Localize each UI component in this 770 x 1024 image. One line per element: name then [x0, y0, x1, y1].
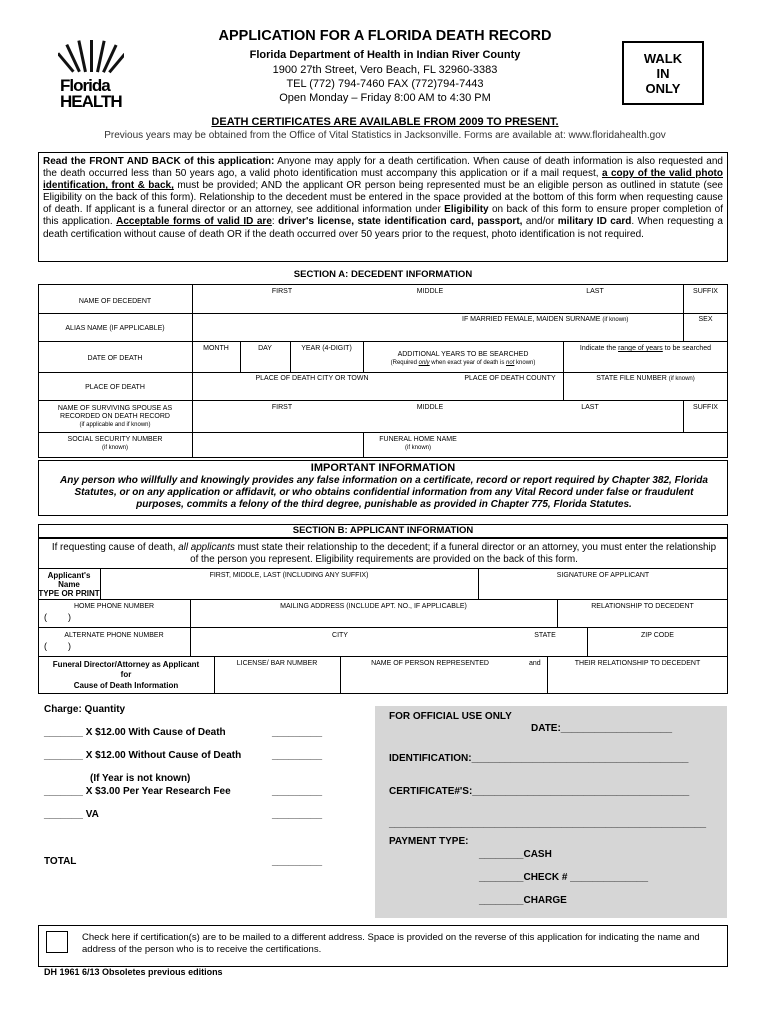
- req-a: (Required: [390, 360, 419, 366]
- home-phone-paren-close: ): [68, 612, 71, 622]
- charge-header: Charge: Quantity: [44, 704, 126, 715]
- applicant-name-fields-label: FIRST, MIDDLE, LAST (INCLUDING ANY SUFFIX): [209, 572, 369, 579]
- decedent-first-label: FIRST: [271, 288, 293, 295]
- acceptable-id-colon: :: [271, 216, 275, 228]
- applicant-name-field[interactable]: [102, 582, 476, 597]
- official-use-box: [375, 706, 727, 918]
- range-u: range of years: [618, 345, 663, 352]
- intro-a: If requesting cause of death,: [51, 542, 179, 553]
- alias-name-field[interactable]: [194, 325, 681, 339]
- intro-all-applicants: all applicants: [178, 542, 235, 553]
- decedent-name-field[interactable]: [194, 297, 681, 311]
- charge-total-label: TOTAL: [44, 856, 77, 867]
- req-b: when exact year of death is: [429, 360, 507, 366]
- alt-phone-paren-close: ): [68, 641, 71, 651]
- alt-phone-paren-open: (: [44, 641, 47, 651]
- section-b-title: SECTION B: APPLICANT INFORMATION: [292, 525, 474, 536]
- ssn-label: SOCIAL SECURITY NUMBER: [67, 436, 163, 443]
- death-day-field[interactable]: [242, 355, 288, 370]
- logo-text-health: HEALTH: [60, 92, 122, 111]
- ssn-field[interactable]: [194, 434, 361, 456]
- intro-b: must state their relationship to the decedent; if a funeral director or an attorney, you must enter the relationship of the person you represent. Eligibility requirements are provided on the back of this form.: [190, 542, 717, 565]
- city-label: CITY: [332, 632, 348, 639]
- official-payment-type: PAYMENT TYPE:: [389, 836, 469, 847]
- previous-years-note: Previous years may be obtained from the Office of Vital Statistics in Jacksonville. Forms are available at: www.floridahealth.gov: [104, 130, 666, 141]
- form-number: DH 1961 6/13 Obsoletes previous editions: [44, 967, 223, 977]
- state-file-text: STATE FILE NUMBER: [596, 375, 667, 382]
- person-represented-label: NAME OF PERSON REPRESENTED: [371, 660, 489, 667]
- charge-va-amount[interactable]: _________: [272, 809, 323, 820]
- funeral-home-field[interactable]: [475, 434, 726, 456]
- date-of-death-label: DATE OF DEATH: [87, 355, 143, 362]
- day-label: DAY: [258, 345, 272, 352]
- ssn-if-known: (if known): [101, 445, 128, 451]
- person-represented-field[interactable]: [342, 670, 520, 692]
- spouse-label-1: NAME OF SURVIVING SPOUSE AS: [57, 405, 173, 412]
- maiden-if-known: (if known): [602, 317, 629, 323]
- instructions-id-requirement: a copy of the valid photo identification, front & back,: [43, 168, 724, 192]
- fd-label-3: Cause of Death Information: [73, 681, 179, 690]
- decedent-middle-label: MIDDLE: [416, 288, 444, 295]
- zip-field[interactable]: [589, 640, 726, 654]
- license-field[interactable]: [216, 670, 338, 692]
- fd-label-1: Funeral Director/Attorney as Applicant: [52, 660, 200, 669]
- department-name: Florida Department of Health in Indian River County: [249, 49, 521, 61]
- and-label: and: [529, 660, 541, 667]
- funeral-home-label: FUNERAL HOME NAME: [379, 436, 457, 443]
- sex-label: SEX: [698, 316, 713, 323]
- office-address: 1900 27th Street, Vero Beach, FL 32960-3383: [272, 64, 498, 76]
- relationship-field[interactable]: [559, 611, 726, 625]
- page-title: APPLICATION FOR A FLORIDA DEATH RECORD: [218, 28, 552, 44]
- charge-year-unknown: (If Year is not known): [90, 773, 191, 784]
- mailing-address-field[interactable]: [192, 611, 555, 625]
- home-phone-paren-open: (: [44, 612, 47, 622]
- funeral-home-if-known: (if known): [404, 445, 431, 451]
- city-field[interactable]: [192, 640, 492, 654]
- florida-health-logo: [58, 40, 124, 112]
- additional-years-label: ADDITIONAL YEARS TO BE SEARCHED: [397, 351, 529, 358]
- instructions-text-3: on back of this form to ensure proper completion of this application.: [43, 204, 724, 228]
- official-certificates: CERTIFICATE#'S:_______________________________________: [389, 786, 690, 797]
- spouse-first-label: FIRST: [271, 404, 293, 411]
- official-date: DATE:____________________: [531, 723, 673, 734]
- instructions-eligibility: Eligibility: [444, 204, 489, 216]
- req-only: only: [418, 360, 430, 366]
- instructions-text-1: Anyone may apply for a death certification. When cause of death information is also requested and the death occurred less than 50 years ago, a valid photo identification must accompany this application or if a mail request,: [43, 156, 723, 180]
- instructions-box: [38, 152, 728, 262]
- mailing-address-label: MAILING ADDRESS (INCLUDE APT. NO., IF APPLICABLE): [280, 603, 467, 610]
- acceptable-id-list: driver's license, state identification card, passport,: [274, 216, 523, 228]
- applicant-label-2: Name: [58, 580, 80, 589]
- alt-phone-label: ALTERNATE PHONE NUMBER: [64, 632, 164, 639]
- office-hours: Open Monday – Friday 8:00 AM to 4:30 PM: [279, 92, 491, 104]
- charge-research-amount[interactable]: _________: [272, 786, 323, 797]
- spouse-middle-label: MIDDLE: [416, 404, 444, 411]
- section-a-title: SECTION A: DECEDENT INFORMATION: [293, 269, 473, 280]
- acceptable-id-label: Acceptable forms of valid ID are: [116, 216, 272, 228]
- relationship-label: RELATIONSHIP TO DECEDENT: [591, 603, 694, 610]
- signature-field[interactable]: [480, 582, 726, 597]
- place-of-death-label: PLACE OF DEATH: [85, 384, 145, 391]
- state-file-if-known: (if known): [668, 376, 695, 382]
- instructions-lead: Read the FRONT AND BACK of this application:: [43, 156, 275, 167]
- section-b-intro: [50, 542, 718, 566]
- zip-label: ZIP CODE: [641, 632, 674, 639]
- place-county-label: PLACE OF DEATH COUNTY: [464, 375, 556, 382]
- applicant-label-3: TYPE OR PRINT: [38, 589, 100, 598]
- additional-years-note: [363, 360, 563, 367]
- official-cash: ________CASH: [479, 849, 552, 860]
- walk-in-line-1: WALK: [643, 51, 683, 66]
- search-range-field[interactable]: [565, 355, 726, 370]
- fd-label-2: for: [120, 670, 132, 679]
- important-info-text: Any person who willfully and knowingly provides any false information on a certificate, record or report required by Chapter 382, Florida Statutes, or on any application or affidavit, or who obtains confidential information from any Vital Record under false or fraudulent purposes, commits a felony of the third degree, punishable as provided in Chapter 775, Florida Statutes.: [60, 475, 708, 510]
- death-month-field[interactable]: [194, 355, 238, 370]
- charge-research-fee: _______ X $3.00 Per Year Research Fee: [44, 786, 231, 797]
- charge-without-cause-amount[interactable]: _________: [272, 750, 323, 761]
- home-phone-field[interactable]: [40, 611, 188, 625]
- acceptable-id-military: military ID card: [557, 216, 632, 228]
- decedent-suffix-label: SUFFIX: [693, 288, 718, 295]
- year-label: YEAR (4-DIGIT): [301, 345, 352, 352]
- maiden-surname-text: IF MARRIED FEMALE, MAIDEN SURNAME: [462, 316, 601, 323]
- instructions-text-2: must be provided; AND the applicant OR person being represented must be an eligible person as outlined in statute (see Eligibility on the back of this form). Relationship to the decedent must be entered in the space provided at the bottom of this form when requesting cause of death. If applicant is a funeral director or an attorney, see additional information under: [43, 180, 723, 216]
- spouse-label-3: (if applicable and if known): [79, 422, 151, 428]
- signature-label: SIGNATURE OF APPLICANT: [556, 572, 650, 579]
- walk-in-line-3: ONLY: [645, 81, 681, 96]
- req-c: known): [514, 360, 536, 366]
- state-file-number-label: [563, 375, 728, 383]
- official-use-title: FOR OFFICIAL USE ONLY: [389, 711, 512, 722]
- important-info-title: IMPORTANT INFORMATION: [310, 462, 456, 474]
- range-a: Indicate the: [579, 345, 619, 352]
- place-of-death-field[interactable]: [194, 385, 561, 399]
- charge-with-cause: _______ X $12.00 With Cause of Death: [44, 727, 226, 738]
- official-check: ________CHECK # ______________: [479, 872, 649, 883]
- decedent-last-label: LAST: [586, 288, 604, 295]
- month-label: MONTH: [203, 345, 229, 352]
- walk-in-line-2: IN: [656, 66, 670, 81]
- state-file-number-field[interactable]: [565, 385, 726, 399]
- state-field[interactable]: [494, 640, 585, 654]
- office-phone: TEL (772) 794-7460 FAX (772)794-7443: [286, 78, 484, 90]
- charge-va: _______ VA: [44, 809, 99, 820]
- official-charge: ________CHARGE: [479, 895, 567, 906]
- availability-notice: DEATH CERTIFICATES ARE AVAILABLE FROM 2009 TO PRESENT.: [211, 116, 559, 128]
- charge-with-cause-amount[interactable]: _________: [272, 727, 323, 738]
- license-label: LICENSE/ BAR NUMBER: [236, 660, 318, 667]
- their-relationship-label: THEIR RELATIONSHIP TO DECEDENT: [574, 660, 701, 667]
- acceptable-id-and: and/or: [522, 216, 558, 228]
- their-relationship-field[interactable]: [549, 670, 726, 692]
- name-of-decedent-label: NAME OF DECEDENT: [78, 298, 152, 305]
- alias-name-label: ALIAS NAME (IF APPLICABLE): [65, 325, 165, 332]
- alt-phone-field[interactable]: [40, 640, 188, 654]
- spouse-suffix-label: SUFFIX: [693, 404, 718, 411]
- mail-note-text: Check here if certification(s) are to be mailed to a different address. Space is provided on the reverse of this application for indicating the name and address of the person who is to receive the certifications.: [82, 932, 700, 955]
- sunburst-icon: [58, 40, 124, 80]
- logo-text-florida: Florida: [60, 76, 110, 95]
- state-label: STATE: [534, 632, 556, 639]
- home-phone-label: HOME PHONE NUMBER: [73, 603, 155, 610]
- maiden-surname-label: [462, 316, 682, 324]
- official-blank-line: _________________________________________________________: [389, 818, 707, 829]
- acceptable-id-rest: . When requesting a death certification without cause of death OR if the death occurred over 50 years prior to the request, photo identification is not required.: [43, 216, 723, 240]
- range-b: to be searched: [662, 345, 712, 352]
- official-identification: IDENTIFICATION:_______________________________________: [389, 753, 689, 764]
- charge-total-amount[interactable]: _________: [272, 856, 323, 867]
- charge-without-cause: _______ X $12.00 Without Cause of Death: [44, 750, 242, 761]
- walk-in-only-badge: [622, 41, 704, 105]
- spouse-last-label: LAST: [581, 404, 599, 411]
- place-city-label: PLACE OF DEATH CITY OR TOWN: [255, 375, 369, 382]
- spouse-label-2: RECORDED ON DEATH RECORD: [60, 413, 170, 420]
- range-of-years-label: [563, 345, 728, 353]
- applicant-label-1: Applicant's: [47, 571, 91, 580]
- mail-different-address-checkbox[interactable]: [46, 931, 68, 953]
- spouse-name-field[interactable]: [194, 415, 681, 430]
- death-year-field[interactable]: [292, 355, 361, 370]
- req-not: not: [506, 360, 515, 366]
